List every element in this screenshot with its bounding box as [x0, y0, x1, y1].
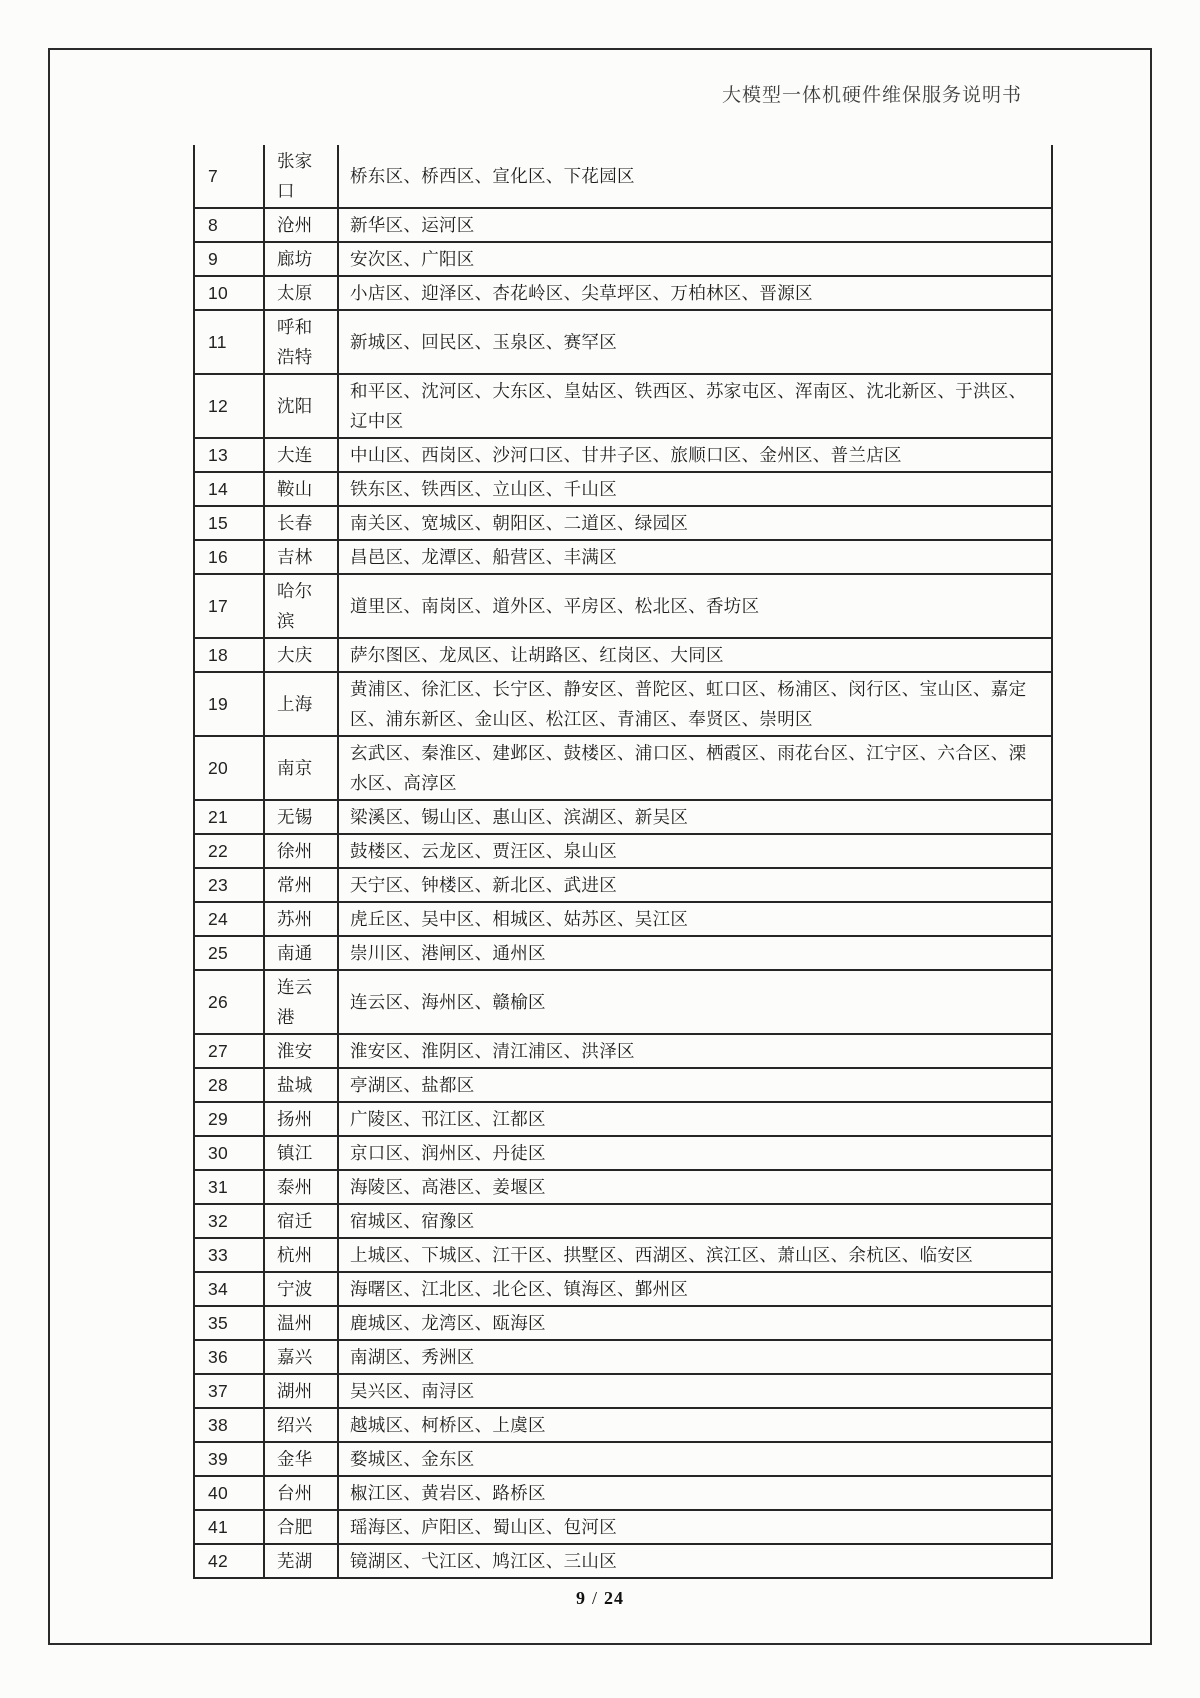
- document-header-title: 大模型一体机硬件维保服务说明书: [721, 85, 1022, 106]
- table-row: [194, 242, 1052, 276]
- table-row: [194, 574, 1052, 638]
- table-row: [194, 672, 1052, 736]
- cell-row-number: 25: [194, 936, 264, 970]
- table-row: [194, 1170, 1052, 1204]
- cell-city-name: 无锡: [264, 800, 338, 834]
- cell-city-name: 太原: [264, 276, 338, 310]
- cell-district-list: 宿城区、宿豫区: [338, 1204, 1052, 1238]
- table-row: [194, 145, 1052, 208]
- cell-row-number: 12: [194, 374, 264, 438]
- cell-city-name: 大连: [264, 438, 338, 472]
- cell-district-list: 椒江区、黄岩区、路桥区: [338, 1476, 1052, 1510]
- cell-row-number: 28: [194, 1068, 264, 1102]
- table-row: [194, 1476, 1052, 1510]
- cell-city-name: 温州: [264, 1306, 338, 1340]
- cell-city-name: 绍兴: [264, 1408, 338, 1442]
- cell-city-name: 南通: [264, 936, 338, 970]
- table-row: [194, 1544, 1052, 1578]
- page-number-separator: /: [591, 1588, 598, 1608]
- cell-city-name: 嘉兴: [264, 1340, 338, 1374]
- page-number-total: 24: [604, 1588, 624, 1608]
- cell-row-number: 9: [194, 242, 264, 276]
- table-row: [194, 1306, 1052, 1340]
- table-row: [194, 506, 1052, 540]
- cell-district-list: 海陵区、高港区、姜堰区: [338, 1170, 1052, 1204]
- cell-district-list: 铁东区、铁西区、立山区、千山区: [338, 472, 1052, 506]
- cell-district-list: 越城区、柯桥区、上虞区: [338, 1408, 1052, 1442]
- cell-row-number: 24: [194, 902, 264, 936]
- cell-district-list: 连云区、海州区、赣榆区: [338, 970, 1052, 1034]
- cell-row-number: 40: [194, 1476, 264, 1510]
- page-number-current: 9: [575, 1588, 586, 1608]
- cell-row-number: 38: [194, 1408, 264, 1442]
- cell-district-list: 黄浦区、徐汇区、长宁区、静安区、普陀区、虹口区、杨浦区、闵行区、宝山区、嘉定区、浦东新区、金山区、松江区、青浦区、奉贤区、崇明区: [338, 672, 1052, 736]
- cell-city-name: 苏州: [264, 902, 338, 936]
- cell-row-number: 22: [194, 834, 264, 868]
- table-row: [194, 970, 1052, 1034]
- cell-city-name: 杭州: [264, 1238, 338, 1272]
- cell-district-list: 鼓楼区、云龙区、贾汪区、泉山区: [338, 834, 1052, 868]
- table-row: [194, 374, 1052, 438]
- cell-city-name: 淮安: [264, 1034, 338, 1068]
- table-row: [194, 834, 1052, 868]
- cell-row-number: 30: [194, 1136, 264, 1170]
- cell-city-name: 吉林: [264, 540, 338, 574]
- table-row: [194, 736, 1052, 800]
- cell-city-name: 芜湖: [264, 1544, 338, 1578]
- table-row: [194, 638, 1052, 672]
- cell-row-number: 10: [194, 276, 264, 310]
- cell-district-list: 萨尔图区、龙凤区、让胡路区、红岗区、大同区: [338, 638, 1052, 672]
- cell-row-number: 19: [194, 672, 264, 736]
- table-row: [194, 1510, 1052, 1544]
- cell-city-name: 宁波: [264, 1272, 338, 1306]
- table-row: [194, 208, 1052, 242]
- cell-district-list: 中山区、西岗区、沙河口区、甘井子区、旅顺口区、金州区、普兰店区: [338, 438, 1052, 472]
- cell-row-number: 32: [194, 1204, 264, 1238]
- cell-district-list: 南关区、宽城区、朝阳区、二道区、绿园区: [338, 506, 1052, 540]
- cell-district-list: 南湖区、秀洲区: [338, 1340, 1052, 1374]
- cell-district-list: 安次区、广阳区: [338, 242, 1052, 276]
- cell-city-name: 廊坊: [264, 242, 338, 276]
- table-row: [194, 276, 1052, 310]
- cell-row-number: 34: [194, 1272, 264, 1306]
- table-row: [194, 936, 1052, 970]
- cell-city-name: 沈阳: [264, 374, 338, 438]
- cell-district-list: 新华区、运河区: [338, 208, 1052, 242]
- table-row: [194, 1340, 1052, 1374]
- table-row: [194, 1442, 1052, 1476]
- cell-district-list: 海曙区、江北区、北仑区、镇海区、鄞州区: [338, 1272, 1052, 1306]
- table-row: [194, 1238, 1052, 1272]
- cell-district-list: 婺城区、金东区: [338, 1442, 1052, 1476]
- cell-row-number: 20: [194, 736, 264, 800]
- table-row: [194, 540, 1052, 574]
- cell-district-list: 京口区、润州区、丹徒区: [338, 1136, 1052, 1170]
- cell-city-name: 徐州: [264, 834, 338, 868]
- table-row: [194, 1408, 1052, 1442]
- cell-city-name: 连云港: [264, 970, 338, 1034]
- cell-city-name: 常州: [264, 868, 338, 902]
- cell-row-number: 21: [194, 800, 264, 834]
- cell-district-list: 淮安区、淮阴区、清江浦区、洪泽区: [338, 1034, 1052, 1068]
- cell-city-name: 湖州: [264, 1374, 338, 1408]
- cell-row-number: 13: [194, 438, 264, 472]
- cell-row-number: 16: [194, 540, 264, 574]
- cell-district-list: 桥东区、桥西区、宣化区、下花园区: [338, 145, 1052, 208]
- cell-row-number: 42: [194, 1544, 264, 1578]
- cell-row-number: 41: [194, 1510, 264, 1544]
- cell-district-list: 镜湖区、弋江区、鸠江区、三山区: [338, 1544, 1052, 1578]
- cell-city-name: 宿迁: [264, 1204, 338, 1238]
- cell-district-list: 上城区、下城区、江干区、拱墅区、西湖区、滨江区、萧山区、余杭区、临安区: [338, 1238, 1052, 1272]
- cell-district-list: 天宁区、钟楼区、新北区、武进区: [338, 868, 1052, 902]
- table-row: [194, 1204, 1052, 1238]
- cell-district-list: 梁溪区、锡山区、惠山区、滨湖区、新吴区: [338, 800, 1052, 834]
- cell-district-list: 鹿城区、龙湾区、瓯海区: [338, 1306, 1052, 1340]
- cell-city-name: 合肥: [264, 1510, 338, 1544]
- table-row: [194, 310, 1052, 374]
- cell-row-number: 17: [194, 574, 264, 638]
- table-row: [194, 438, 1052, 472]
- cell-city-name: 泰州: [264, 1170, 338, 1204]
- cell-row-number: 15: [194, 506, 264, 540]
- cell-row-number: 36: [194, 1340, 264, 1374]
- cell-district-list: 瑶海区、庐阳区、蜀山区、包河区: [338, 1510, 1052, 1544]
- cell-row-number: 23: [194, 868, 264, 902]
- table-row: [194, 1068, 1052, 1102]
- cell-city-name: 呼和浩特: [264, 310, 338, 374]
- cell-row-number: 33: [194, 1238, 264, 1272]
- cell-district-list: 和平区、沈河区、大东区、皇姑区、铁西区、苏家屯区、浑南区、沈北新区、于洪区、辽中区: [338, 374, 1052, 438]
- cell-row-number: 35: [194, 1306, 264, 1340]
- cell-district-list: 吴兴区、南浔区: [338, 1374, 1052, 1408]
- cell-district-list: 亭湖区、盐都区: [338, 1068, 1052, 1102]
- table-row: [194, 472, 1052, 506]
- cell-district-list: 昌邑区、龙潭区、船营区、丰满区: [338, 540, 1052, 574]
- cell-city-name: 镇江: [264, 1136, 338, 1170]
- cell-city-name: 盐城: [264, 1068, 338, 1102]
- cell-city-name: 金华: [264, 1442, 338, 1476]
- cell-row-number: 29: [194, 1102, 264, 1136]
- cell-row-number: 26: [194, 970, 264, 1034]
- cell-row-number: 27: [194, 1034, 264, 1068]
- cell-district-list: 崇川区、港闸区、通州区: [338, 936, 1052, 970]
- cell-row-number: 18: [194, 638, 264, 672]
- city-coverage-table: [193, 145, 1053, 1579]
- cell-row-number: 7: [194, 145, 264, 208]
- cell-city-name: 上海: [264, 672, 338, 736]
- cell-district-list: 新城区、回民区、玉泉区、赛罕区: [338, 310, 1052, 374]
- page-footer: [0, 1588, 1200, 1609]
- table-row: [194, 902, 1052, 936]
- table-row: [194, 1136, 1052, 1170]
- cell-city-name: 大庆: [264, 638, 338, 672]
- table-row: [194, 1034, 1052, 1068]
- cell-city-name: 台州: [264, 1476, 338, 1510]
- cell-district-list: 虎丘区、吴中区、相城区、姑苏区、吴江区: [338, 902, 1052, 936]
- table-row: [194, 1102, 1052, 1136]
- cell-row-number: 39: [194, 1442, 264, 1476]
- cell-row-number: 14: [194, 472, 264, 506]
- cell-city-name: 扬州: [264, 1102, 338, 1136]
- table-row: [194, 1272, 1052, 1306]
- cell-row-number: 37: [194, 1374, 264, 1408]
- cell-city-name: 南京: [264, 736, 338, 800]
- table-row: [194, 868, 1052, 902]
- cell-city-name: 哈尔滨: [264, 574, 338, 638]
- cell-city-name: 长春: [264, 506, 338, 540]
- cell-row-number: 31: [194, 1170, 264, 1204]
- table-row: [194, 1374, 1052, 1408]
- cell-district-list: 小店区、迎泽区、杏花岭区、尖草坪区、万柏林区、晋源区: [338, 276, 1052, 310]
- cell-city-name: 鞍山: [264, 472, 338, 506]
- cell-city-name: 沧州: [264, 208, 338, 242]
- table-row: [194, 800, 1052, 834]
- cell-row-number: 8: [194, 208, 264, 242]
- cell-district-list: 玄武区、秦淮区、建邺区、鼓楼区、浦口区、栖霞区、雨花台区、江宁区、六合区、溧水区、高淳区: [338, 736, 1052, 800]
- coverage-table: [193, 145, 1053, 1579]
- cell-district-list: 广陵区、邗江区、江都区: [338, 1102, 1052, 1136]
- cell-city-name: 张家口: [264, 145, 338, 208]
- cell-district-list: 道里区、南岗区、道外区、平房区、松北区、香坊区: [338, 574, 1052, 638]
- cell-row-number: 11: [194, 310, 264, 374]
- coverage-table-body: [194, 145, 1052, 1578]
